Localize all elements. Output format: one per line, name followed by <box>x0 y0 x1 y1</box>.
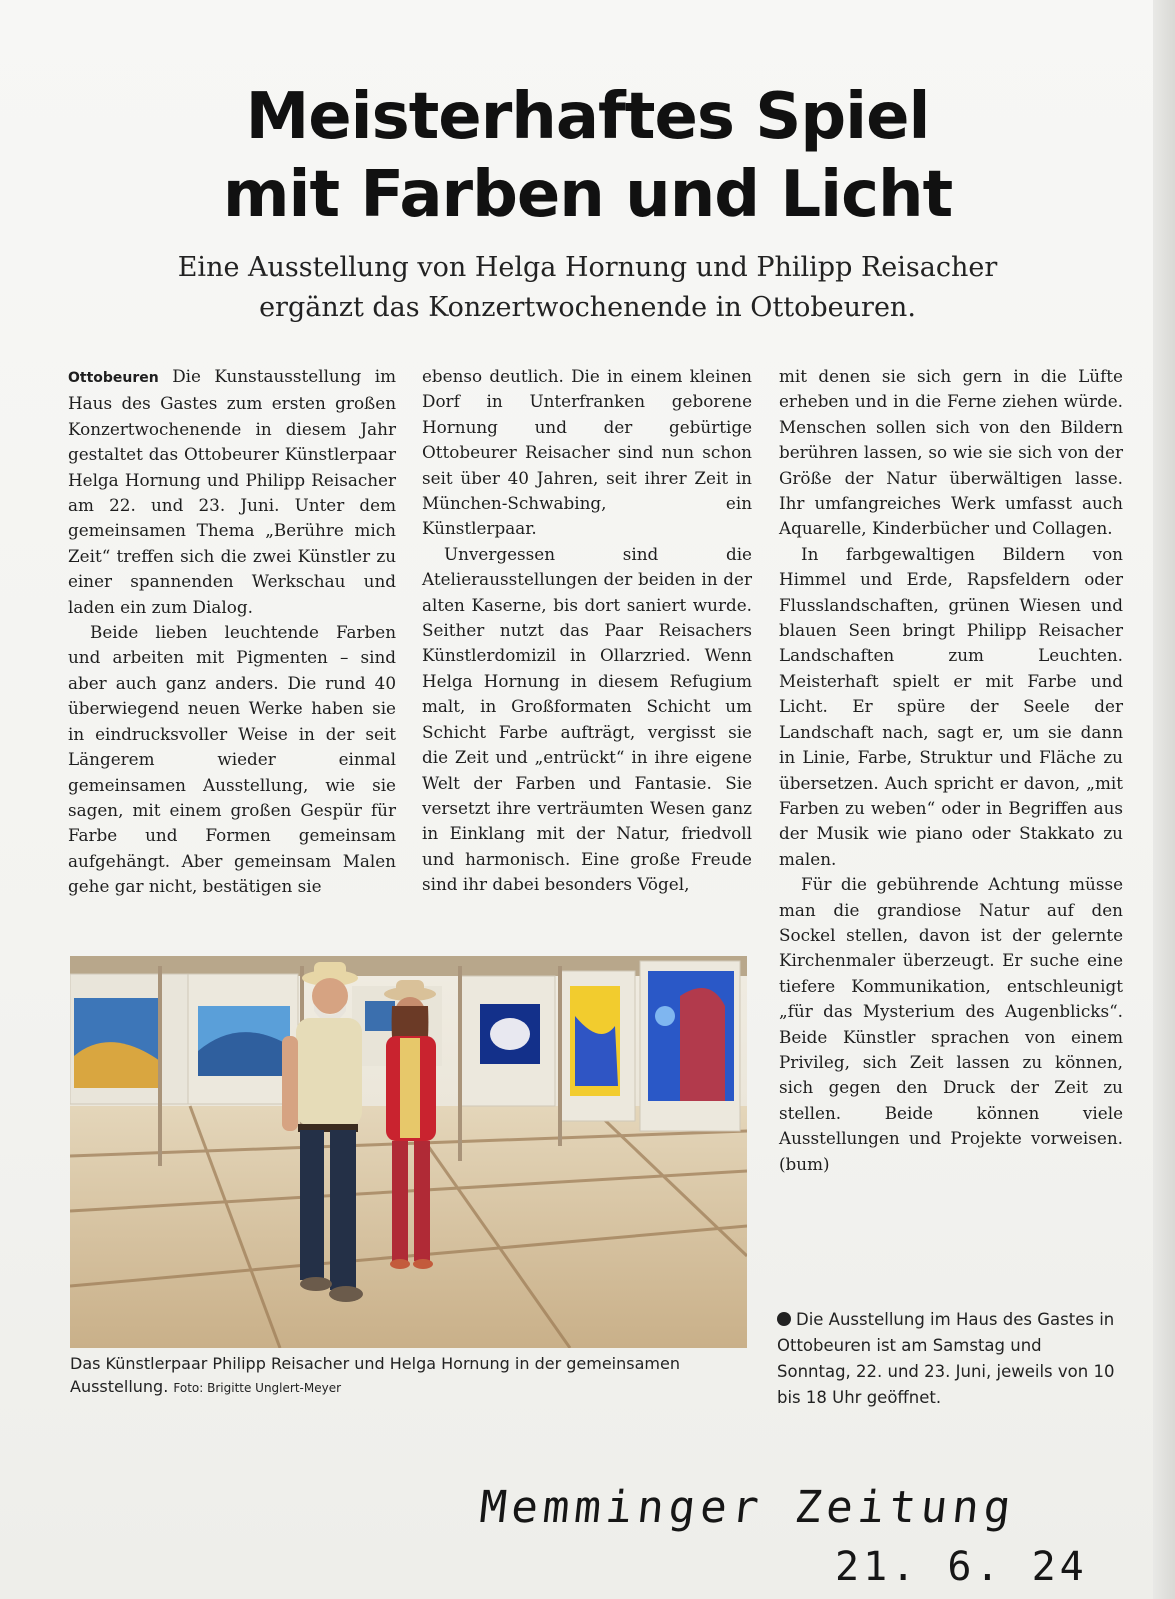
article-column-3 <box>779 364 1123 1177</box>
page-edge <box>1153 0 1175 1599</box>
paragraph <box>68 364 396 620</box>
dateline: Ottobeuren <box>68 370 159 386</box>
info-text: Die Ausstellung im Haus des Gastes in Ottobeuren ist am Samstag und Sonntag, 22. und 23. Juni, jeweils von 10 bis 18 Uhr geöffnet. <box>777 1310 1115 1407</box>
paragraph: In farbgewaltigen Bildern von Himmel und Erde, Rapsfeldern oder Flusslandschaften, grünen Wiesen und blauen Seen bringt Philipp Reisacher Landschaften zum Leuchten. Meisterhaft spielt er mit Farbe und Licht. Er spüre der Seele der Landschaft nach, sagt er, um sie dann in Linie, Farbe, Struktur und Fläche zu übersetzen. Auch spricht er davon, „mit Farben zu weben“ oder in Begriffen aus der Musik wie piano oder Stakkato zu malen. <box>779 543 1123 869</box>
article-photo <box>70 956 747 1348</box>
article-column-1 <box>68 364 396 900</box>
headline-line-1: Meisterhaftes Spiel <box>245 80 930 154</box>
article-column-2 <box>422 364 752 898</box>
paragraph: mit denen sie sich gern in die Lüfte erheben und in die Ferne ziehen würde. Menschen sollen sich von den Bildern berühren lassen, so wie sie sich von der Größe der Natur überwältigen lasse. Ihr umfangreiches Werk umfasst auch Aquarelle, Kinderbücher und Collagen. <box>779 366 1123 539</box>
exhibition-photo-illustration <box>70 956 747 1348</box>
paragraph: ebenso deutlich. Die in einem kleinen Dorf in Unterfranken geborene Hornung und der gebürtige Ottobeurer Reisacher sind nun schon seit über 40 Jahren, seit ihrer Zeit in München-Schwabing, ein Künstlerpaar. <box>422 366 752 539</box>
paragraph: Unvergessen sind die Atelierausstellungen der beiden in der alten Kaserne, bis dort saniert wurde. Seither nutzt das Paar Reisachers Künstlerdomizil in Ollarzried. Wenn Helga Hornung in diesem Refugium malt, in Großformaten Schicht um Schicht Farbe aufträgt, vergisst sie die Zeit und „entrückt“ in ihre eigene Welt der Farben und Fantasie. Sie versetzt ihre verträumten Wesen ganz in Einklang mit der Natur, friedvoll und harmonisch. Eine große Freude sind ihr dabei besonders Vögel, <box>422 543 752 895</box>
info-box <box>777 1307 1117 1411</box>
subheadline-line-2: ergänzt das Konzertwochenende in Ottobeuren. <box>259 292 916 323</box>
handwritten-source: Memminger Zeitung <box>477 1482 1019 1533</box>
handwritten-note <box>477 1482 1100 1590</box>
subheadline-line-1: Eine Ausstellung von Helga Hornung und Philipp Reisacher <box>177 252 998 283</box>
paragraph: Beide lieben leuchtende Farben und arbeiten mit Pigmenten – sind aber auch ganz anders. Die rund 40 überwiegend neuen Werke haben sie in eindrucksvoller Weise in der seit Längerem wieder einmal gemeinsamen Ausstellung, wie sie sagen, mit einem großen Gespür für Farbe und Formen gemeinsam aufgehängt. Aber gemeinsam Malen gehe gar nicht, bestätigen sie <box>68 622 396 897</box>
photo-credit: Foto: Brigitte Unglert-Meyer <box>173 1381 342 1395</box>
photo-caption <box>70 1352 750 1400</box>
paragraph: Für die gebührende Achtung müsse man die grandiose Natur auf den Sockel stellen, davon ist der gelernte Kirchenmaler überzeugt. Er suche eine tiefere Kommunikation, entschleunigt „für das Mysterium des Augenblicks“. Beide Künstler sprachen von einem Privileg, sich Zeit lassen zu können, sich gegen den Druck der Zeit zu stellen. Beide können viele Ausstellungen und Projekte vorweisen. (bum) <box>779 874 1123 1174</box>
filled-circle-icon <box>777 1312 791 1326</box>
handwritten-date: 21. 6. 24 <box>835 1544 1088 1590</box>
subheadline <box>0 248 1175 328</box>
caption-text: Das Künstlerpaar Philipp Reisacher und Helga Hornung in der gemeinsamen Ausstellung. <box>70 1354 680 1396</box>
headline <box>0 78 1175 234</box>
paragraph-text: Die Kunstausstellung im Haus des Gastes zum ersten großen Konzertwochenende in diesem Jahr gestaltet das Ottobeurer Künstlerpaar Helga Hornung und Philipp Reisacher am 22. und 23. Juni. Unter dem gemeinsamen Thema „Berühre mich Zeit“ treffen sich die zwei Künstler zu einer spannenden Werkschau und laden ein zum Dialog. <box>68 366 396 617</box>
headline-line-2: mit Farben und Licht <box>222 158 953 232</box>
